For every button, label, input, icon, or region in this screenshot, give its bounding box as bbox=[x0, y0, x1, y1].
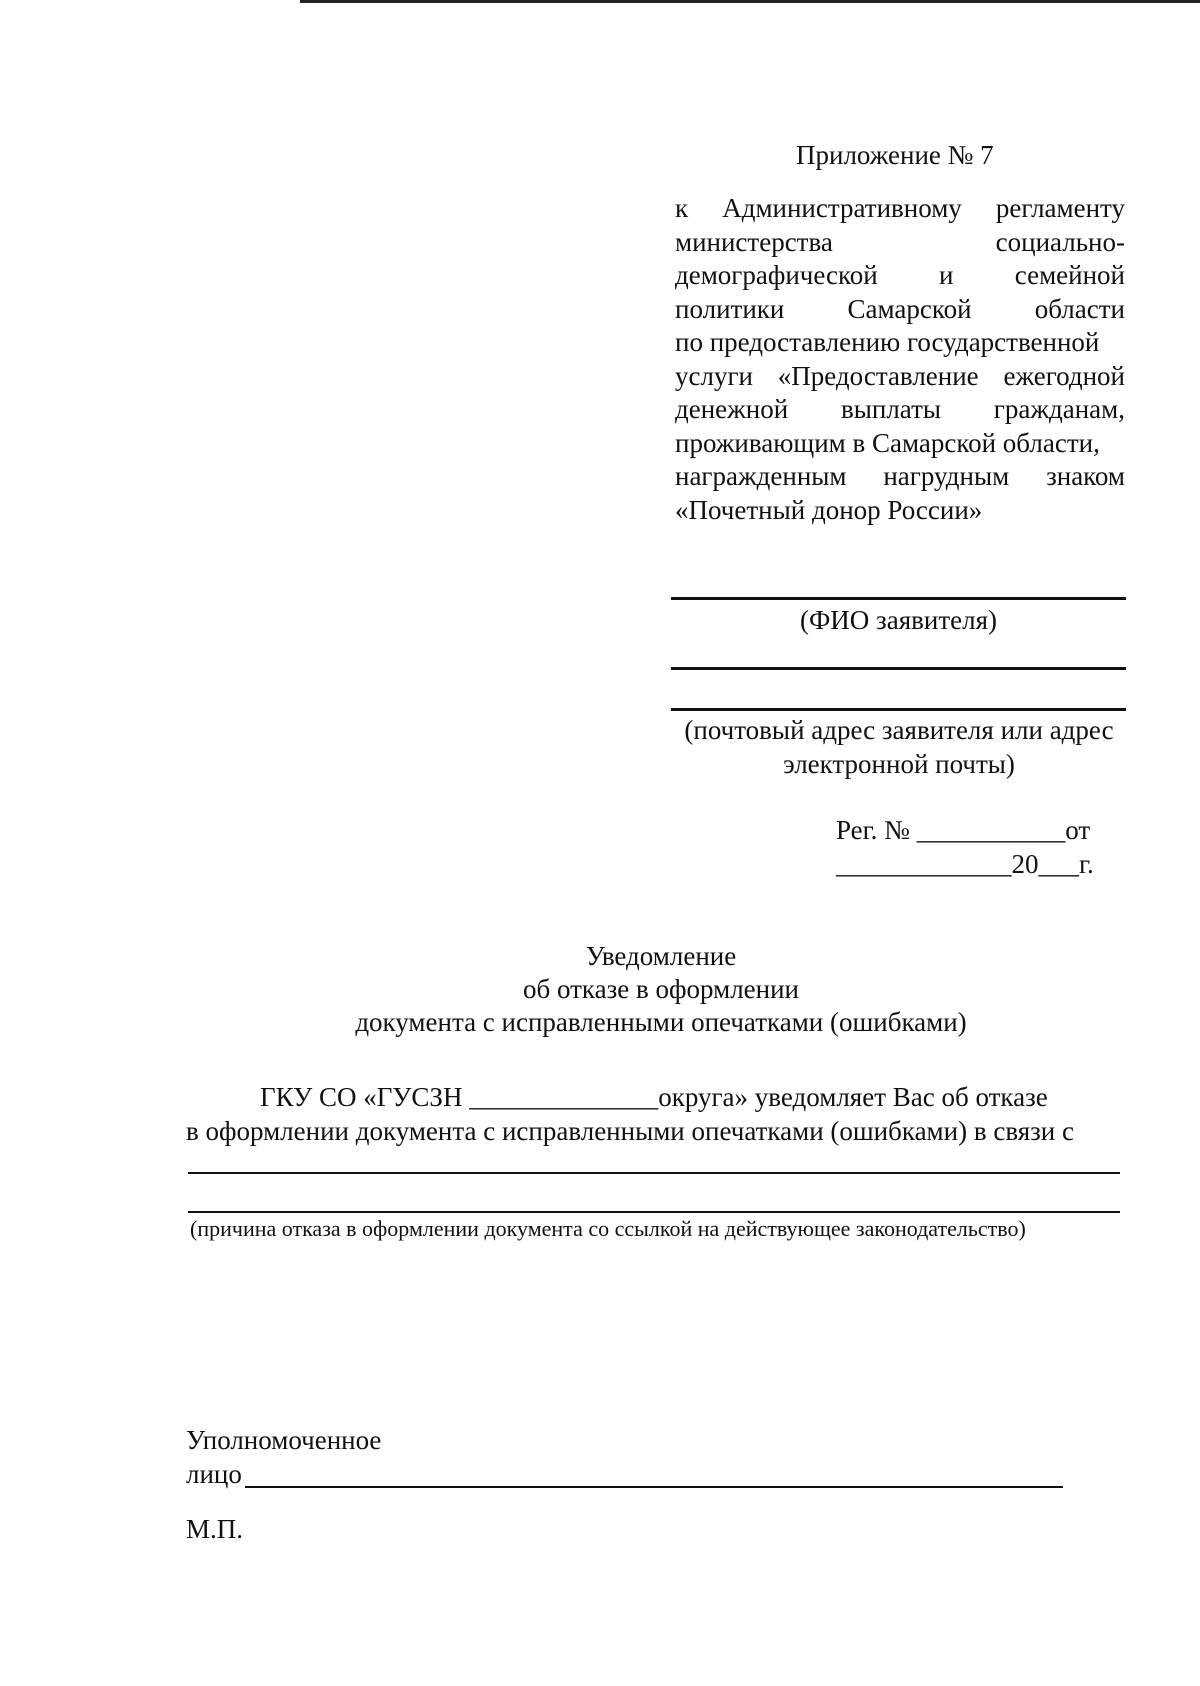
appendix-line: демографической и семейной bbox=[675, 260, 1125, 290]
appendix-line: по предоставлению государственной bbox=[675, 327, 1100, 357]
applicant-address-caption-2: электронной почты) bbox=[783, 749, 1015, 779]
registration-number-blank: ___________ bbox=[916, 815, 1066, 845]
applicant-fio-caption: (ФИО заявителя) bbox=[799, 605, 997, 635]
notice-body-line-2: в оформлении документа с исправленными опечатками (ошибками) в связи с bbox=[186, 1116, 1074, 1146]
registration-date-blank: _____________ bbox=[836, 849, 1012, 879]
notice-body-district-blank: ______________ bbox=[469, 1082, 659, 1112]
notice-title-line-3: документа с исправленными опечатками (ошибками) bbox=[355, 1007, 967, 1037]
notice-title bbox=[300, 940, 1022, 1039]
appendix-line: награжденным нагрудным знаком bbox=[675, 461, 1125, 491]
registration-number-row bbox=[836, 813, 1090, 847]
registration-year-suffix: г. bbox=[1079, 849, 1094, 879]
notice-title-line-2: об отказе в оформлении bbox=[523, 974, 799, 1004]
appendix-line: денежной выплаты гражданам, bbox=[675, 394, 1125, 424]
appendix-title: Приложение № 7 bbox=[796, 140, 994, 170]
appendix-line: министерства социально- bbox=[675, 226, 1125, 257]
reason-line-2 bbox=[188, 1211, 1120, 1213]
appendix-line: услуги «Предоставление ежегодной bbox=[675, 360, 1125, 391]
notice-body-org-end: округа» уведомляет Вас об отказе bbox=[658, 1082, 1048, 1112]
notice-title-line-1: Уведомление bbox=[585, 941, 737, 971]
reason-line-1 bbox=[188, 1172, 1120, 1174]
notice-body-org: ГКУ СО «ГУСЗН bbox=[260, 1082, 463, 1112]
registration-date-row bbox=[836, 847, 1094, 881]
seal-label: М.П. bbox=[186, 1514, 244, 1544]
appendix-reference-block bbox=[675, 192, 1125, 527]
appendix-line: проживающим в Самарской области, bbox=[675, 427, 1100, 458]
person-label: лицо bbox=[186, 1459, 242, 1489]
reason-caption: (причина отказа в оформлении документа со ссылкой на действующее законодательство) bbox=[190, 1216, 1026, 1241]
applicant-address-caption-1: (почтовый адрес заявителя или адрес bbox=[684, 715, 1114, 745]
registration-year-prefix: 20 bbox=[1011, 849, 1039, 879]
applicant-fio-line bbox=[671, 597, 1126, 600]
authorized-person-label: Уполномоченное bbox=[186, 1425, 382, 1455]
appendix-line: «Почетный донор России» bbox=[675, 494, 983, 525]
appendix-line: политики Самарской области bbox=[675, 293, 1125, 324]
registration-year-blank: ___ bbox=[1038, 849, 1079, 879]
applicant-address-line-1 bbox=[671, 667, 1126, 670]
scan-top-edge bbox=[300, 0, 1200, 3]
registration-from-label: от bbox=[1065, 815, 1091, 845]
notice-body-line-1 bbox=[260, 1080, 1132, 1114]
applicant-address-line-2 bbox=[671, 708, 1126, 711]
appendix-line: к Административному регламенту bbox=[675, 193, 1125, 223]
registration-number-label: Рег. № bbox=[836, 815, 910, 845]
signature-line bbox=[245, 1486, 1063, 1488]
